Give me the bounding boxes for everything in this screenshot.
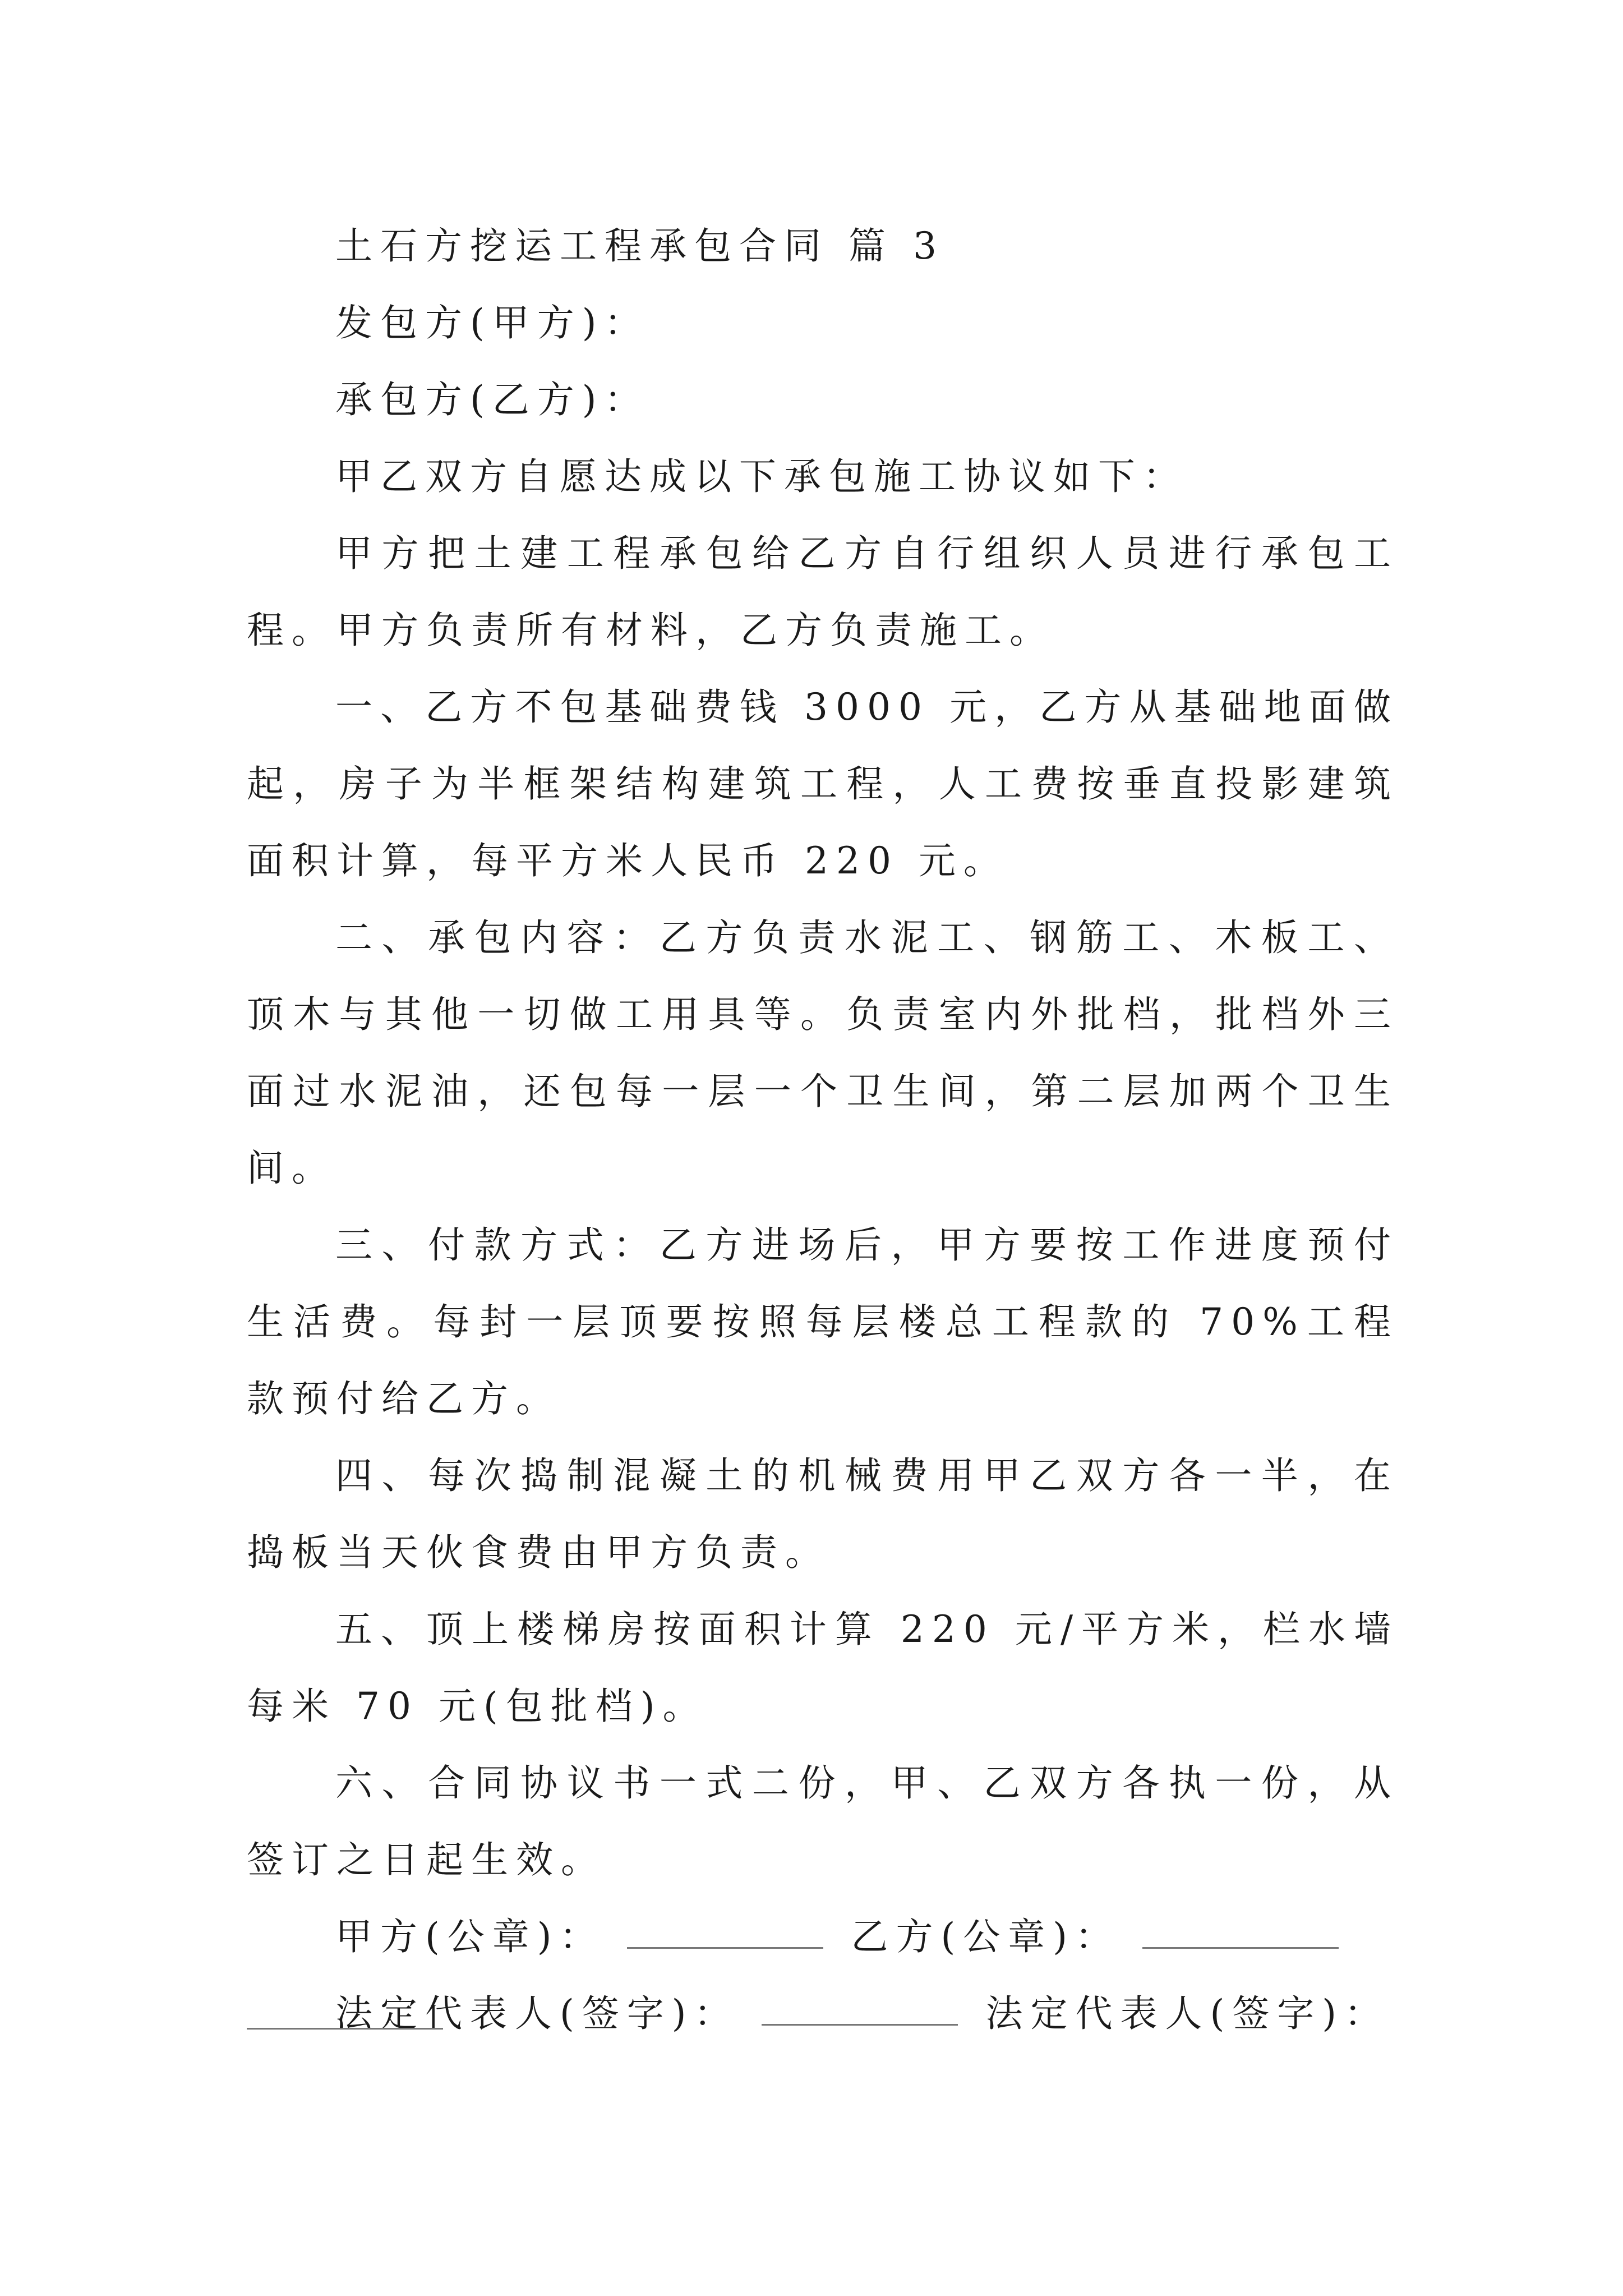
- seal-b-blank: [1142, 1947, 1339, 1949]
- clause-5: 五、顶上楼梯房按面积计算 220 元/平方米，栏水墙每米 70 元(包批档)。: [247, 1608, 1399, 1728]
- rep-a-label: 法定代表人(签字)：: [335, 1992, 739, 2035]
- rep-b-label: 法定代表人(签字)：: [985, 1992, 1389, 2035]
- party-b-label: 承包方(乙方)：: [335, 378, 649, 421]
- rep-b-blank: [247, 2028, 443, 2030]
- rep-a-blank: [762, 2024, 958, 2026]
- seal-b-label: 乙方(公章)：: [851, 1915, 1120, 1958]
- seal-a-label: 甲方(公章)：: [335, 1915, 605, 1958]
- clause-3: 三、付款方式：乙方进场后，甲方要按工作进度预付生活费。每封一层顶要按照每层楼总工程款的 70%工程款预付给乙方。: [247, 1223, 1399, 1420]
- intro-text: 甲乙双方自愿达成以下承包施工协议如下：: [335, 455, 1188, 498]
- party-a-label: 发包方(甲方)：: [335, 301, 649, 344]
- clause-6: 六、合同协议书一式二份，甲、乙双方各执一份，从签订之日起生效。: [247, 1761, 1399, 1881]
- seal-a-blank: [627, 1947, 823, 1949]
- clause-1: 一、乙方不包基础费钱 3000 元，乙方从基础地面做起，房子为半框架结构建筑工程，人工费按垂直投影建筑面积计算，每平方米人民币 220 元。: [247, 685, 1399, 882]
- document-title: 土石方挖运工程承包合同 篇 3: [335, 224, 944, 268]
- representative-row: [247, 1975, 1399, 2052]
- paragraph-scope: 甲方把土建工程承包给乙方自行组织人员进行承包工程。甲方负责所有材料，乙方负责施工。: [247, 532, 1399, 652]
- clause-2: 二、承包内容：乙方负责水泥工、钢筋工、木板工、顶木与其他一切做工用具等。负责室内外批档，批档外三面过水泥油，还包每一层一个卫生间，第二层加两个卫生间。: [247, 916, 1399, 1190]
- clause-4: 四、每次捣制混凝土的机械费用甲乙双方各一半，在捣板当天伙食费由甲方负责。: [247, 1454, 1399, 1574]
- seal-row: [247, 1898, 1399, 1975]
